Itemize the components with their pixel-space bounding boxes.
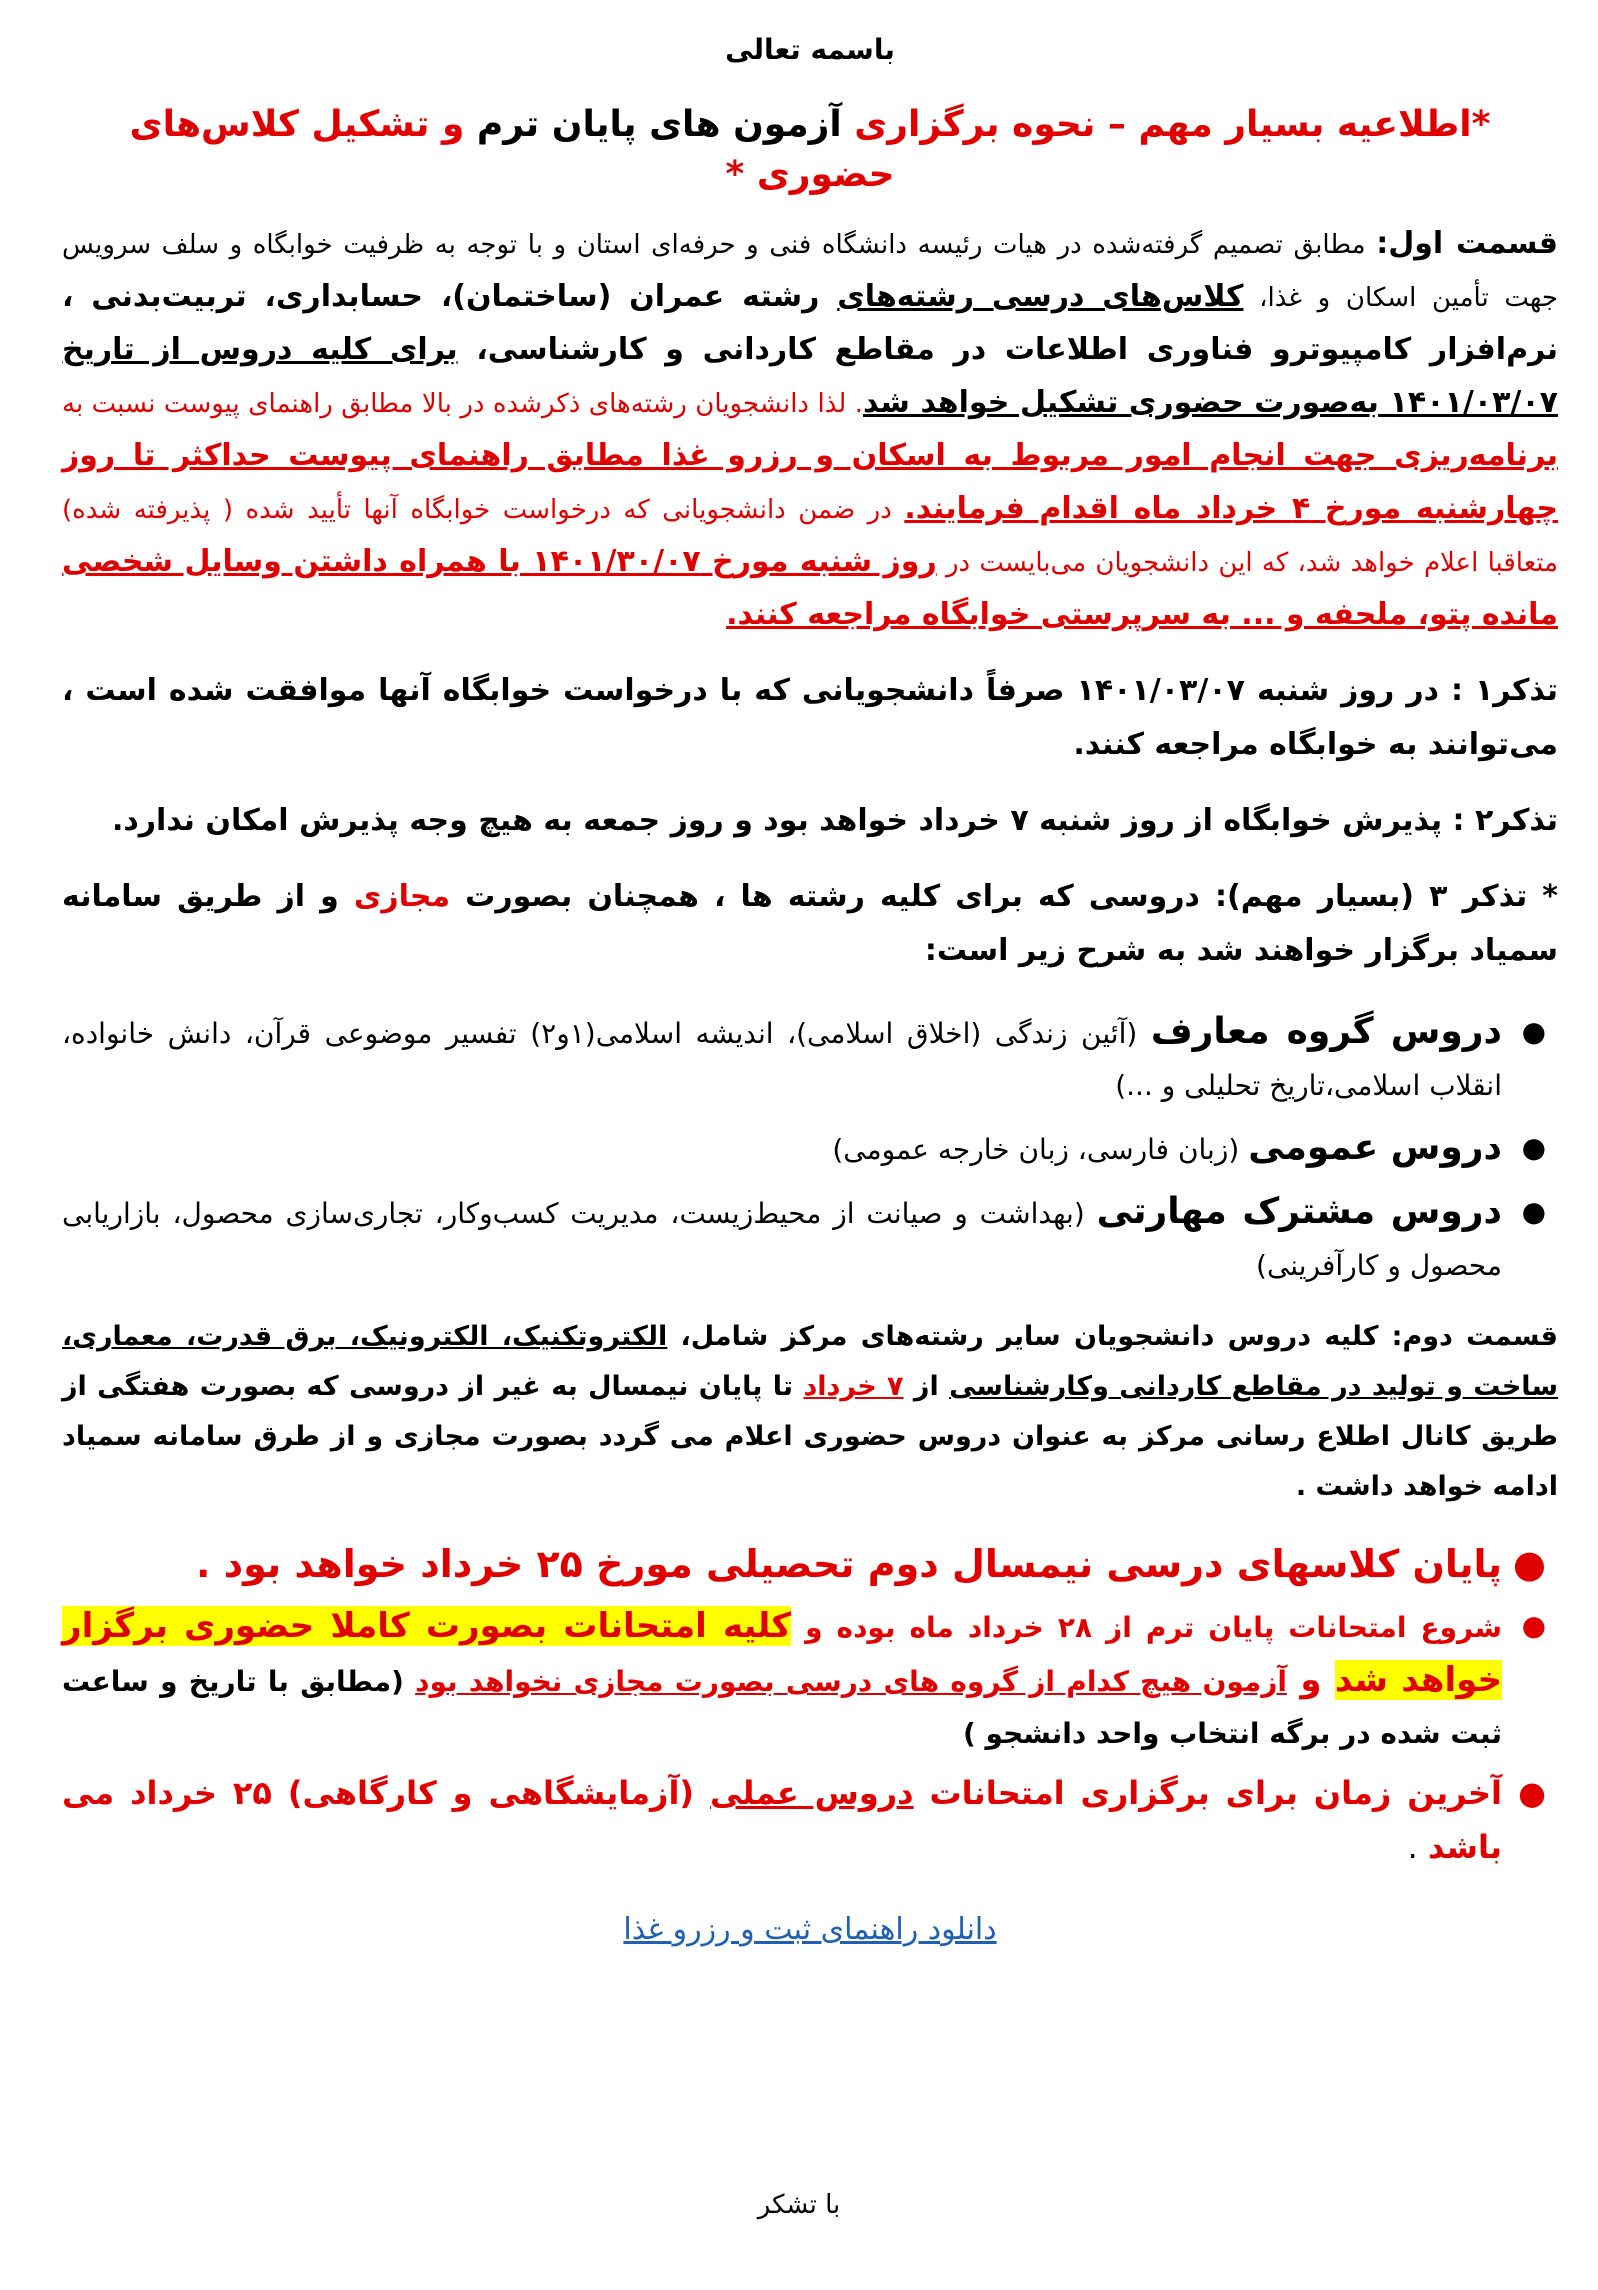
closing-thanks: با تشکر — [757, 2190, 841, 2220]
list-item — [62, 1006, 1546, 1112]
exam-info-3b: دروس عملی — [710, 1774, 914, 1812]
title-part-d: تشکیل کلاس‌های حضوری — [129, 104, 895, 195]
list-item — [62, 1534, 1546, 1594]
bullet-icon: ● — [1521, 1131, 1546, 1164]
exam-info-2e: (مطابق با تاریخ و ساعت ثبت شده در برگه انتخاب واحد دانشجو ) — [62, 1665, 1502, 1750]
bullet-icon: ● — [1521, 1609, 1546, 1642]
part-two-text-5: تا پایان نیمسال به غیر از دروسی که بصورت هفتگی از طریق کانال اطلاع رسانی مرکز به عنوان دروس حضوری اعلام می گردد بصورت مجازی و از طرق سامانه سمیاد ادامه خواهد داشت . — [62, 1371, 1558, 1502]
course-group-body: (آئین زندگی (اخلاق اسلامی)، اندیشه اسلامی(۱و۲) تفسیر موضوعی قرآن، دانش خانواده، انقلاب اسلامی،تاریخ تحلیلی و ...) — [62, 1017, 1502, 1102]
list-item — [62, 1122, 1546, 1176]
course-group-head: دروس عمومی — [1248, 1127, 1502, 1168]
part-one-lead: قسمت اول: — [1376, 226, 1558, 261]
bullet-icon: ● — [1518, 1774, 1546, 1812]
bullet-icon: ● — [1512, 1542, 1546, 1586]
exam-info-3d: . — [1407, 1828, 1429, 1866]
note-3 — [62, 870, 1558, 978]
part-two-text-1: قسمت دوم: کلیه دروس دانشجویان سایر رشته‌های مرکز شامل، — [667, 1321, 1558, 1352]
bismillah-heading: باسمه تعالی — [725, 33, 895, 66]
list-item — [62, 1186, 1546, 1292]
exam-info-3c: (آزمایشگاهی و کارگاهی) ۲۵ خرداد می باشد — [62, 1774, 1502, 1866]
title-part-a: *اطلاعیه بسیار مهم – نحوه برگزاری — [841, 104, 1491, 145]
note-1: تذکر۱ : در روز شنبه ۱۴۰۱/۰۳/۰۷ صرفاً دانشجویانی که با درخواست خوابگاه آنها موافقت شده است ، می‌توانند به خوابگاه مراجعه کنند. — [62, 673, 1558, 762]
course-group-body: (زبان فارسی، زبان خارجه عمومی) — [832, 1133, 1249, 1166]
part-two-paragraph — [62, 1312, 1558, 1512]
download-guide-container — [62, 1908, 1558, 1952]
exam-info-2d: آزمون هیچ کدام از گروه های درسی بصورت مجازی نخواهد بود — [415, 1665, 1287, 1698]
note-2: تذکر۲ : پذیرش خوابگاه از روز شنبه ۷ خرداد خواهد بود و روز جمعه به هیچ وجه پذیرش امکان ندارد. — [111, 803, 1558, 838]
bullet-icon: ● — [1521, 1015, 1546, 1048]
part-two-text-2: الکتروتکنیک، الکترونیک، برق قدرت، معماری، ساخت و تولید در مقاطع کاردانی وکارشناسی — [62, 1321, 1559, 1402]
title-part-c: و — [429, 104, 477, 145]
exam-info-list — [62, 1534, 1558, 1874]
part-one-text-8: روز شنبه مورخ ۱۴۰۱/۳۰/۰۷ با همراه داشتن وسایل شخصی مانده پتو، ملحفه و ... به سرپرستی خوابگاه مراجعه کنند. — [62, 544, 1558, 632]
part-one-text-4: برای کلیه دروس از تاریخ ۱۴۰۱/۰۳/۰۷ به‌صورت حضوری تشکیل خواهد شد — [62, 332, 1558, 420]
bullet-icon: ● — [1521, 1195, 1546, 1228]
part-one-text-5: . لذا دانشجویان رشته‌های ذکرشده در بالا مطابق راهنمای پیوست نسبت به — [62, 389, 863, 419]
title-part-e: * — [725, 154, 757, 195]
announcement-page — [62, 30, 1558, 1952]
part-two-text-3: از — [903, 1371, 950, 1402]
note-3-b: مجازی — [353, 879, 451, 914]
virtual-courses-list — [62, 1006, 1558, 1292]
note-3-c: و از طریق سامانه سمیاد برگزار خواهند شد به شرح زیر است: — [62, 879, 1558, 968]
download-guide-link[interactable]: دانلود راهنمای ثبت و رزرو غذا — [623, 1912, 997, 1947]
part-one-text-6: برنامه‌ریزی جهت انجام امور مربوط به اسکان و رزرو غذا مطابق راهنمای پیوست حداکثر تا روز چهارشنبه مورخ ۴ خرداد ماه اقدام فرمایند. — [62, 438, 1558, 526]
part-two-text-4: ۷ خرداد — [803, 1371, 904, 1402]
list-item — [62, 1766, 1546, 1874]
exam-info-2c: و — [1286, 1660, 1335, 1700]
part-one-text-3: رشته عمران (ساختمان)، حسابداری، تربیت‌بدنی ، نرم‌افزار کامپیوترو فناوری اطلاعات در مقاطع کاردانی و کارشناسی، — [62, 279, 1558, 367]
course-group-head: دروس مشترک مهارتی — [1096, 1191, 1502, 1232]
list-item — [62, 1600, 1546, 1760]
title-part-b: آزمون های پایان ترم — [476, 104, 842, 145]
course-group-head: دروس گروه معارف — [1150, 1011, 1503, 1052]
part-one-text-7: در ضمن دانشجویانی که درخواست خوابگاه آنها تأیید شده ( پذیرفته شده) متعاقبا اعلام خواهد شد، که این دانشجویان می‌بایست در — [62, 495, 1559, 578]
note-3-a: * تذکر ۳ (بسیار مهم): دروسی که برای کلیه رشته ها ، همچنان بصورت — [450, 879, 1558, 914]
part-one-text-2: کلاس‌های درسی رشته‌های — [837, 279, 1244, 314]
course-group-body: (بهداشت و صیانت از محیط‌زیست، مدیریت کسب‌وکار، تجاری‌سازی محصول، بازاریابی محصول و کارآفرینی) — [62, 1197, 1502, 1282]
exam-info-2a: شروع امتحانات پایان ترم از ۲۸ خرداد ماه بوده و — [791, 1611, 1502, 1644]
exam-info-3a: آخرین زمان برای برگزاری امتحانات — [913, 1774, 1503, 1812]
part-one-paragraph — [62, 218, 1558, 642]
exam-info-1: پایان کلاسهای درسی نیمسال دوم تحصیلی مورخ ۲۵ خرداد خواهد بود . — [195, 1542, 1502, 1586]
part-one-text-1: مطابق تصمیم گرفته‌شده در هیات رئیسه دانشگاه فنی و حرفه‌ای استان و با توجه به ظرفیت خوابگاه و سلف سرویس جهت تأمین اسکان و غذا، — [62, 230, 1558, 313]
exam-info-2b: کلیه امتحانات بصورت کاملا حضوری برگزار خواهد شد — [62, 1606, 1502, 1700]
announcement-title — [62, 100, 1558, 200]
